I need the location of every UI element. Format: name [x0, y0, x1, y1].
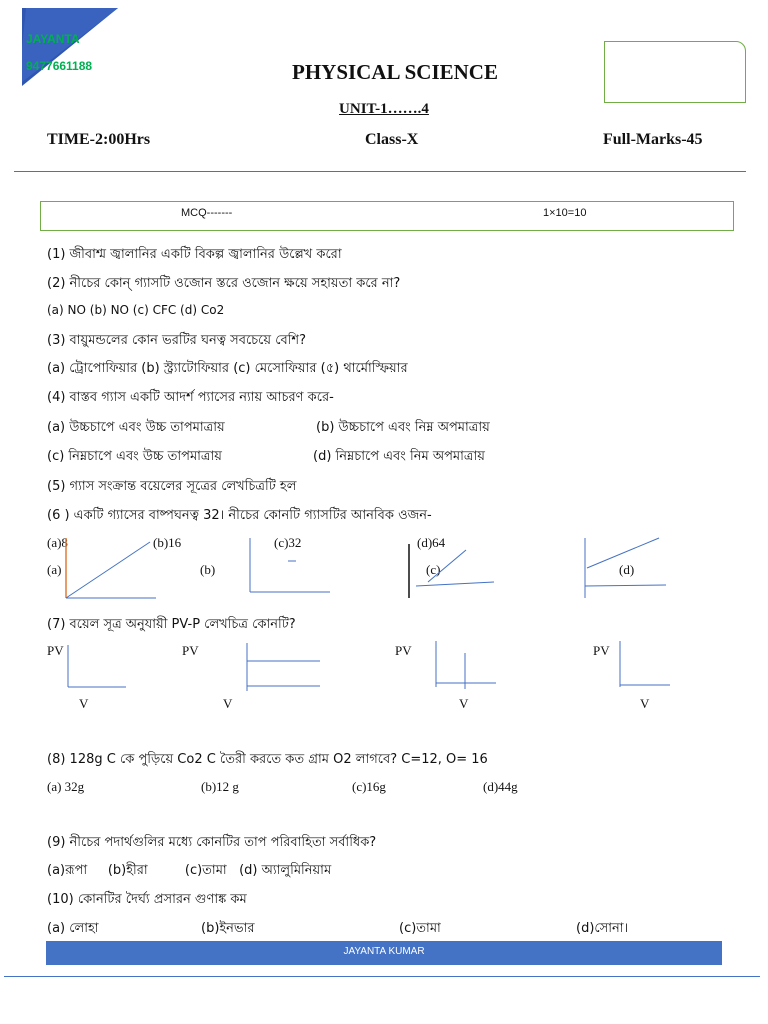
v-label-c: V: [459, 696, 469, 711]
question-10-option-a: (a) লোহা: [47, 921, 99, 936]
graph-label-d: (d): [619, 562, 635, 577]
question-8: (8) 128g C কে পুড়িয়ে Co2 C তৈরী করতে কত গ্রাম O2 লাগবে? C=12, O= 16: [47, 752, 488, 767]
question-10-option-c: (c)তামা: [399, 921, 441, 936]
question-3-options: (a) ট্রোপোফিয়ার (b) স্ট্র্যাটোফিয়ার (c) মেসোফিয়ার (৫) থার্মোস্ফিয়ার: [47, 361, 408, 376]
pv-graph-c: [436, 641, 496, 689]
question-8-option-d: (d)44g: [483, 779, 518, 794]
pv-graph-a: [68, 645, 126, 687]
graph-c: [409, 544, 494, 598]
pv-label-a: PV: [47, 643, 64, 658]
question-1: (1) জীবাশ্ম জ্বালানির একটি বিকল্প জ্বালানির উল্লেখ করো: [47, 247, 342, 262]
v-label-d: V: [640, 696, 650, 711]
v-label-b: V: [223, 696, 233, 711]
question-6-option-c: (c)32: [274, 535, 302, 550]
question-6-option-b: (b)16: [153, 535, 182, 550]
graph-label-b: (b): [200, 562, 216, 577]
boyle-graphs: [0, 528, 768, 608]
footer-name: JAYANTA KUMAR: [343, 946, 425, 957]
question-4-option-b: (b) উচ্চচাপে এবং নিম্ন অপমাত্রায়: [316, 420, 490, 435]
question-3: (3) বায়ুমন্ডলের কোন ভরটির ঘনত্ব সবচেয়ে বেশি?: [47, 333, 307, 348]
pv-graphs: [0, 635, 768, 695]
graph-label-a: (a): [47, 562, 62, 577]
question-6-option-a: (a)8: [47, 535, 68, 550]
unit-label: UNIT-1…….4: [339, 101, 429, 117]
logo-phone: 9477661188: [26, 59, 93, 73]
time-label: TIME-2:00Hrs: [47, 131, 151, 148]
mcq-marks: 1×10=10: [543, 207, 587, 219]
pv-label-b: PV: [182, 643, 199, 658]
graph-b: [250, 538, 330, 592]
pv-graph-d: [620, 641, 670, 687]
graph-a: [66, 538, 156, 598]
mcq-box: [40, 201, 734, 231]
question-10: (10) কোনটির দৈর্ঘ্য প্রসারন গুণাঙ্ক কম: [47, 892, 247, 907]
question-4-option-d: (d) নিম্নচাপে এবং নিম অপমাত্রায়: [313, 449, 485, 464]
question-4: (4) বাস্তব গ্যাস একটি আদর্শ প্যাসের ন্যায় আচরণ করে-: [47, 390, 334, 405]
question-8-option-a: (a) 32g: [47, 779, 85, 794]
question-6: (6 ) একটি গ্যাসের বাষ্পঘনত্ব 32। নীচের কোনটি গ্যাসটির আনবিক ওজন-: [47, 508, 432, 523]
question-8-option-c: (c)16g: [352, 779, 386, 794]
question-7: (7) বয়েল সূত্র অনুযায়ী PV-P লেখচিত্র কোনটি?: [47, 617, 296, 632]
question-2-options: (a) NO (b) NO (c) CFC (d) Co2: [47, 303, 225, 317]
graph-label-c: (c): [426, 562, 441, 577]
footer-divider: [4, 976, 760, 977]
question-2: (2) নীচের কোন্ গ্যাসটি ওজোন স্তরে ওজোন ক্ষয়ে সহায়তা করে না?: [47, 276, 401, 291]
pv-label-d: PV: [593, 643, 610, 658]
question-10-option-b: (b)ইনভার: [201, 921, 255, 936]
question-4-option-c: (c) নিম্নচাপে এবং উচ্চ তাপমাত্রায়: [47, 449, 222, 464]
question-10-option-d: (d)সোনা।: [576, 921, 629, 936]
graph-d: [585, 538, 666, 598]
v-label-a: V: [79, 696, 89, 711]
header-divider: [14, 171, 746, 172]
question-5: (5) গ্যাস সংক্রান্ত বয়েলের সূত্রের লেখচিত্রটি হল: [47, 479, 297, 494]
question-6-option-d: (d)64: [417, 535, 446, 550]
question-8-option-b: (b)12 g: [201, 779, 239, 794]
question-4-option-a: (a) উচ্চচাপে এবং উচ্চ তাপমাত্রায়: [47, 420, 225, 435]
question-9-options: (a)রূপা (b)হীরা (c)তামা (d) অ্যালুমিনিয়াম: [47, 863, 332, 878]
class-label: Class-X: [365, 131, 419, 148]
roll-box: [604, 41, 746, 103]
logo-name: JAYANTA: [26, 32, 80, 46]
page-title: PHYSICAL SCIENCE: [292, 60, 498, 84]
marks-label: Full-Marks-45: [603, 131, 703, 148]
pv-label-c: PV: [395, 643, 412, 658]
mcq-label: MCQ-------: [181, 207, 233, 219]
pv-graph-b: [247, 643, 320, 691]
question-9: (9) নীচের পদার্থগুলির মধ্যে কোনটির তাপ পরিবাহিতা সর্বাধিক?: [47, 835, 377, 850]
